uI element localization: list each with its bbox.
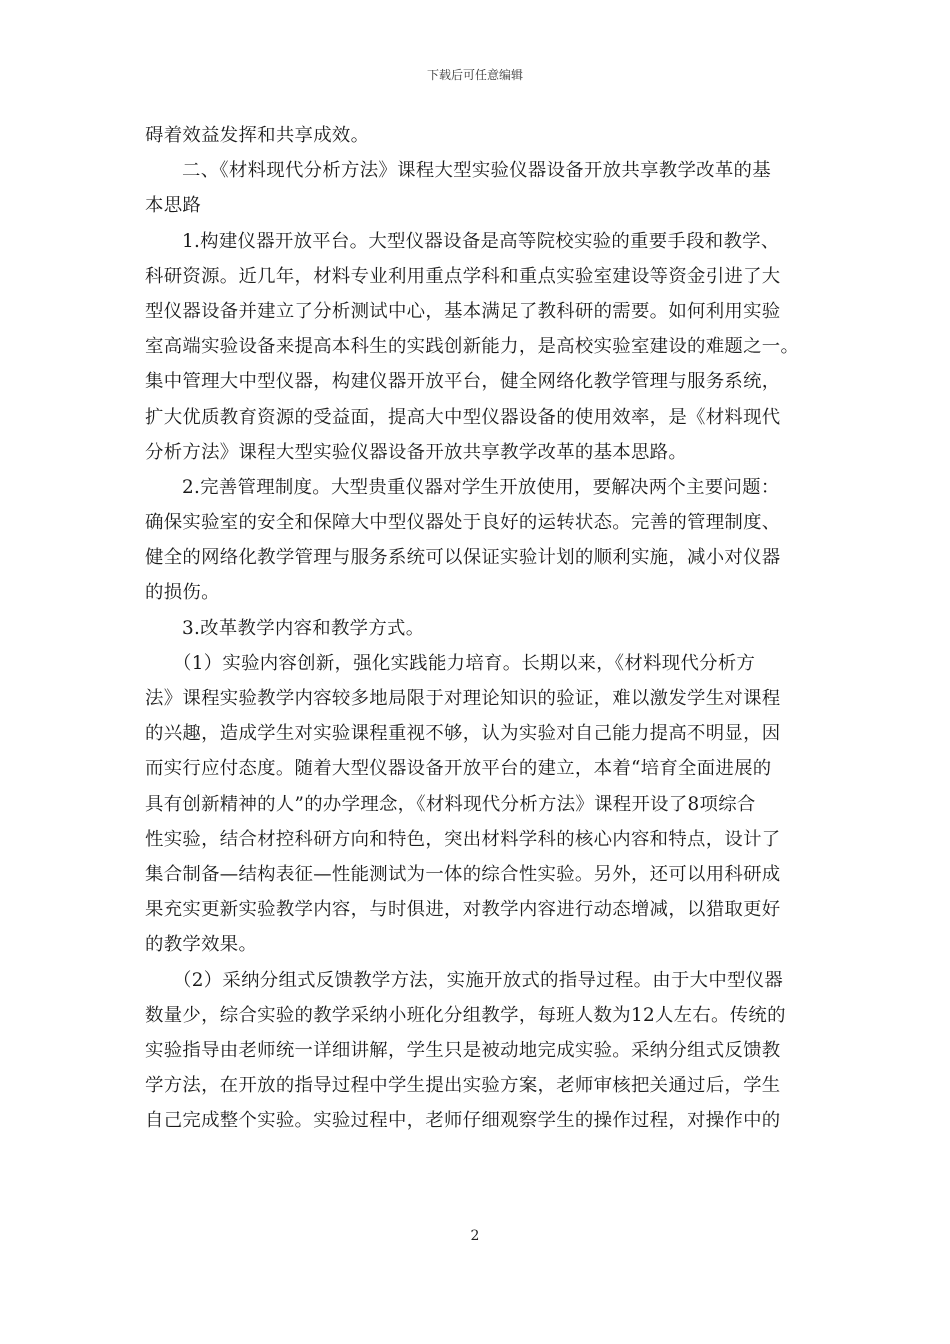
text-line: 性实验，结合材控科研方向和特色，突出材料学科的核心内容和特点，设计了	[145, 828, 781, 850]
text-line: 分析方法》课程大型实验仪器设备开放共享教学改革的基本思路。	[145, 441, 688, 463]
text-line: 果充实更新实验教学内容，与时俱进，对教学内容进行动态增减，以猎取更好	[145, 899, 781, 921]
page-header: 下载后可任意编辑	[426, 68, 523, 82]
text-line: 集合制备—结构表征—性能测试为一体的综合性实验。另外，还可以用科研成	[145, 863, 781, 885]
text-line: 学方法，在开放的指导过程中学生提出实验方案，老师审核把关通过后，学生	[145, 1075, 781, 1097]
page-number: 2	[470, 1228, 480, 1244]
paragraph-2-start: 2.完善管理制度。大型贵重仪器对学生开放使用，要解决两个主要问题：	[182, 476, 780, 498]
text-line: 法》课程实验教学内容较多地局限于对理论知识的验证，难以激发学生对课程	[145, 688, 781, 709]
text-line: 的教学效果。	[145, 934, 258, 956]
paragraph-3: 3.改革教学内容和教学方式。	[182, 617, 425, 639]
text-line: 的损伤。	[145, 582, 220, 604]
text-line: 扩大优质教育资源的受益面，提高大中型仪器设备的使用效率，是《材料现代	[145, 406, 781, 428]
text-line: 具有创新精神的人”的办学理念，《材料现代分析方法》课程开设了8项综合	[145, 793, 756, 815]
text-line: 确保实验室的安全和保障大中型仪器处于良好的运转状态。完善的管理制度、	[145, 512, 781, 534]
subparagraph-1-start: （1）实验内容创新，强化实践能力培育。长期以来，《材料现代分析方	[173, 652, 756, 674]
subparagraph-2-start: （2）采纳分组式反馈教学方法，实施开放式的指导过程。由于大中型仪器	[173, 969, 784, 991]
section-heading-cont: 本思路	[145, 195, 202, 217]
text-line: 而实行应付态度。随着大型仪器设备开放平台的建立，本着“培育全面进展的	[145, 758, 772, 780]
section-heading: 二、《材料现代分析方法》课程大型实验仪器设备开放共享教学改革的基	[182, 160, 771, 182]
text-line: 数量少，综合实验的教学采纳小班化分组教学，每班人数为12人左右。传统的	[145, 1004, 786, 1026]
text-line: 集中管理大中型仪器，构建仪器开放平台，健全网络化教学管理与服务系统，	[145, 371, 781, 393]
text-line: 实验指导由老师统一详细讲解，学生只是被动地完成实验。采纳分组式反馈教	[145, 1039, 781, 1061]
text-line: 碍着效益发挥和共享成效。	[145, 125, 370, 146]
text-line: 健全的网络化教学管理与服务系统可以保证实验计划的顺利实施，减小对仪器	[145, 547, 781, 569]
text-line: 型仪器设备并建立了分析测试中心，基本满足了教科研的需要。如何利用实验	[145, 300, 781, 322]
text-line: 科研资源。近几年，材料专业利用重点学科和重点实验室建设等资金引进了大	[145, 265, 781, 287]
paragraph-1-start: 1.构建仪器开放平台。大型仪器设备是高等院校实验的重要手段和教学、	[182, 230, 780, 252]
text-line: 的兴趣，造成学生对实验课程重视不够，认为实验对自己能力提高不明显，因	[145, 723, 781, 745]
body-text	[145, 118, 810, 1138]
text-line: 室高端实验设备来提高本科生的实践创新能力，是高校实验室建设的难题之一。	[145, 336, 800, 358]
text-line: 自己完成整个实验。实验过程中，老师仔细观察学生的操作过程，对操作中的	[145, 1110, 781, 1132]
